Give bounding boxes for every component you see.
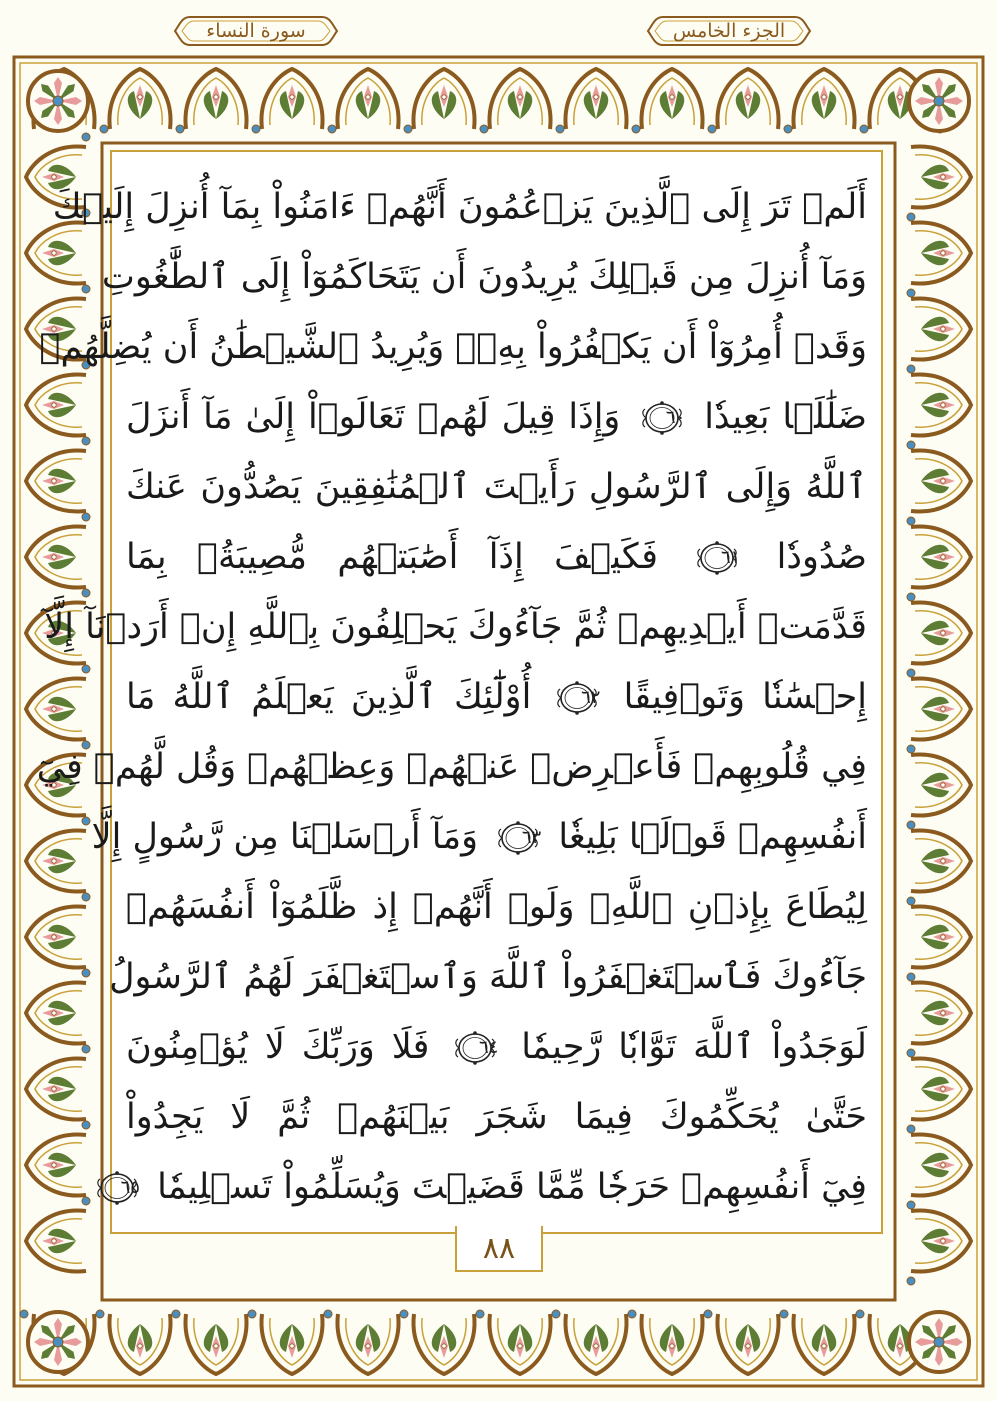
border-motif-icon [907, 754, 971, 829]
text-line [126, 1082, 867, 1152]
verse-text: فَكَيۡفَ إِذَآ أَصَٰبَتۡهُم مُّصِيبَةُۢ بِمَا [126, 537, 658, 577]
juz-name-cartouche [645, 14, 813, 48]
border-motif-icon [185, 69, 260, 133]
corner-rosette-icon [28, 1312, 88, 1372]
text-line [126, 522, 867, 592]
ayah-number: ٦٥ [120, 1177, 140, 1198]
surah-name-cartouche [172, 14, 340, 48]
border-motif-icon [26, 1045, 90, 1120]
verse-text: وَقَدۡ أُمِرُوٓاْ أَن يَكۡفُرُواْ بِهِۦۖ وَيُرِيدُ ٱلشَّيۡطَٰنُ أَن يُضِلَّهُمۡ [39, 327, 867, 367]
border-motif-icon [96, 1310, 171, 1374]
text-line [126, 872, 867, 942]
quran-text-panel [36, 150, 883, 1234]
verse-text: حَتَّىٰ يُحَكِّمُوكَ فِيمَا شَجَرَ بَيۡنَهُمۡ ثُمَّ لَا يَجِدُواْ [126, 1097, 867, 1137]
border-motif-icon [109, 69, 184, 133]
border-motif-icon [26, 969, 90, 1044]
border-motif-icon [248, 1310, 323, 1374]
border-motif-icon [907, 678, 971, 753]
border-motif-icon [907, 830, 971, 905]
text-line [126, 382, 867, 452]
corner-rosette-icon [28, 71, 88, 131]
verse-text: فَلَا وَرَبِّكَ لَا يُؤۡمِنُونَ [126, 1027, 430, 1067]
border-motif-icon [26, 513, 90, 588]
ayah-number: ٦٣ [521, 827, 542, 848]
corner-rosette-icon [909, 71, 969, 131]
verse-text: ٱللَّهُ وَإِلَى ٱلرَّسُولِ رَأَيۡتَ ٱلۡمُنَٰفِقِينَ يَصُدُّونَ عَنكَ [126, 467, 867, 507]
text-line [126, 1012, 867, 1082]
text-line [120, 1152, 867, 1222]
ayah-number-marker [94, 1169, 140, 1207]
verse-text: فِيٓ أَنفُسِهِمۡ حَرَجٗا مِّمَّا قَضَيۡتَ وَيُسَلِّمُواْ تَسۡلِيمٗا [157, 1167, 867, 1207]
text-line [126, 662, 867, 732]
verse-text: لِيُطَاعَ بِإِذۡنِ ٱللَّهِۚ وَلَوۡ أَنَّهُمۡ إِذ ظَّلَمُوٓاْ أَنفُسَهُمۡ [126, 887, 867, 927]
ayah-number: ٦٤ [478, 1037, 499, 1058]
border-motif-icon [907, 1058, 971, 1133]
border-motif-icon [26, 437, 90, 512]
border-motif-icon [704, 1310, 779, 1374]
border-motif-icon [793, 69, 868, 133]
verse-text: صُدُودٗا [776, 537, 867, 577]
text-line [36, 732, 867, 802]
juz-name-label: الجزء الخامس [672, 20, 786, 42]
border-motif-icon [26, 893, 90, 968]
text-line [44, 592, 867, 662]
verse-text: أَلَمۡ تَرَ إِلَى ٱلَّذِينَ يَزۡعُمُونَ أَنَّهُمۡ ءَامَنُواْ بِمَآ أُنزِلَ إِلَيۡكَ [52, 187, 867, 227]
border-motif-icon [907, 602, 971, 677]
border-motif-icon [907, 1134, 971, 1209]
border-motif-icon [628, 1310, 703, 1374]
text-line [126, 452, 867, 522]
corner-rosette-icon [909, 1312, 969, 1372]
border-motif-icon [565, 69, 640, 133]
surah-name-label: سورة النساء [206, 20, 306, 42]
border-motif-icon [780, 1310, 855, 1374]
border-motif-icon [907, 1210, 971, 1285]
border-motif-icon [413, 69, 488, 133]
border-motif-icon [907, 146, 971, 221]
border-motif-icon [907, 982, 971, 1057]
ayah-number: ٦١ [720, 547, 741, 568]
border-motif-icon [26, 817, 90, 892]
verse-text: إِحۡسَٰنٗا وَتَوۡفِيقًا [623, 677, 867, 717]
text-line [52, 172, 867, 242]
border-motif-icon [476, 1310, 551, 1374]
border-motif-icon [489, 69, 564, 133]
border-motif-icon [907, 906, 971, 981]
border-motif-icon [907, 298, 971, 373]
ayah-number: ٦٢ [581, 687, 601, 708]
verse-text: لَوَجَدُواْ ٱللَّهَ تَوَّابٗا رَّحِيمٗا [521, 1027, 867, 1067]
border-motif-icon [552, 1310, 627, 1374]
text-line [101, 242, 867, 312]
border-motif-icon [717, 69, 792, 133]
border-motif-icon [907, 374, 971, 449]
border-motif-icon [172, 1310, 247, 1374]
verse-text: أُوْلَٰٓئِكَ ٱلَّذِينَ يَعۡلَمُ ٱللَّهُ مَا [126, 677, 532, 717]
border-motif-icon [26, 665, 90, 740]
page-number-box [455, 1226, 543, 1272]
border-motif-icon [26, 1121, 90, 1196]
verse-text: ضَلَٰلَۢا بَعِيدٗا [704, 397, 867, 437]
ayah-number-marker [554, 679, 600, 717]
border-motif-icon [337, 69, 412, 133]
ayah-number-marker [694, 539, 740, 577]
border-motif-icon [907, 222, 971, 297]
border-motif-icon [261, 69, 336, 133]
border-motif-icon [26, 1197, 90, 1272]
border-motif-icon [641, 69, 716, 133]
verse-text: وَمَآ أُنزِلَ مِن قَبۡلِكَ يُرِيدُونَ أَن يَتَحَاكَمُوٓاْ إِلَى ٱلطَّٰغُوتِ [101, 257, 867, 297]
verse-text: وَمَآ أَرۡسَلۡنَا مِن رَّسُولٍ إِلَّا [91, 817, 479, 857]
verse-text: أَنفُسِهِمۡ قَوۡلَۢا بَلِيغٗا [558, 817, 867, 857]
text-line [109, 942, 867, 1012]
border-motif-icon [907, 450, 971, 525]
verse-text: فِي قُلُوبِهِمۡ فَأَعۡرِضۡ عَنۡهُمۡ وَعِظۡهُمۡ وَقُل لَّهُمۡ فِيٓ [36, 747, 867, 787]
ayah-number-marker [452, 1029, 498, 1067]
ayah-number: ٦٠ [665, 407, 686, 428]
verse-text: جَآءُوكَ فَٱسۡتَغۡفَرُواْ ٱللَّهَ وَٱسۡتَغۡفَرَ لَهُمُ ٱلرَّسُولُ [109, 957, 867, 997]
ayah-number-marker [495, 819, 541, 857]
text-line [91, 802, 867, 872]
text-line [39, 312, 867, 382]
verse-text: قَدَّمَتۡ أَيۡدِيهِمۡ ثُمَّ جَآءُوكَ يَحۡلِفُونَ بِٱللَّهِ إِنۡ أَرَدۡنَآ إِلَّآ [44, 607, 867, 647]
ayah-number-marker [639, 399, 685, 437]
page-number: ٨٨ [482, 1230, 516, 1266]
border-motif-icon [324, 1310, 399, 1374]
verse-text: وَإِذَا قِيلَ لَهُمۡ تَعَالَوۡاْ إِلَىٰ مَآ أَنزَلَ [126, 397, 621, 437]
border-motif-icon [400, 1310, 475, 1374]
border-motif-icon [907, 526, 971, 601]
